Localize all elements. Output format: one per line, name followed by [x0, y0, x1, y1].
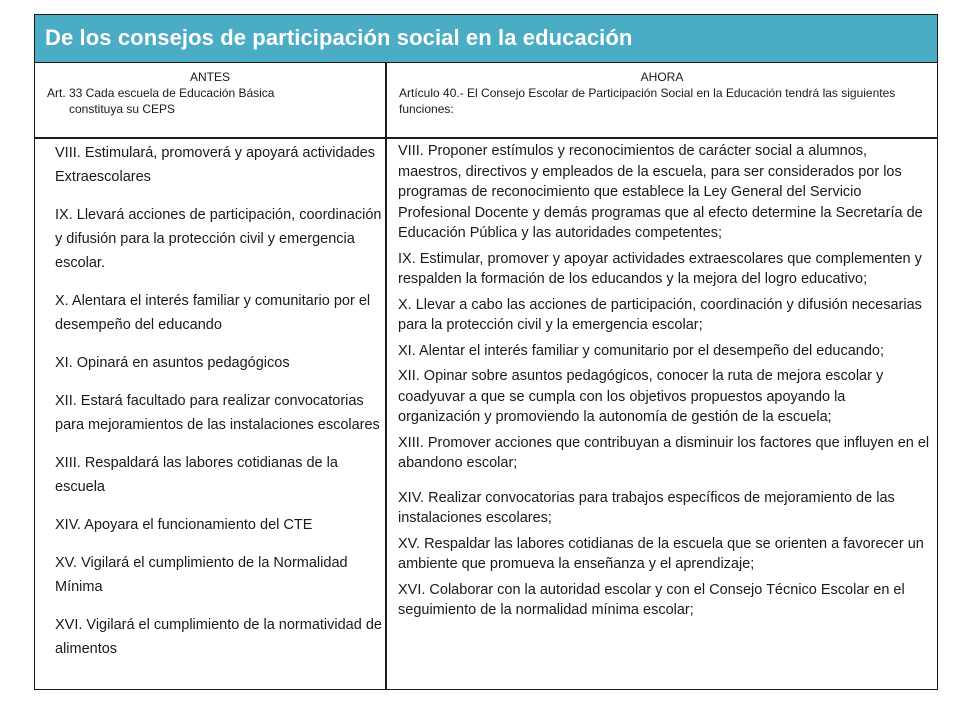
antes-item-xiii: XIII. Respaldará las labores cotidianas de la escuela [55, 455, 338, 495]
antes-article-line-1: Art. 33 Cada escuela de Educación Básica [47, 86, 275, 100]
antes-item-viii: VIII. Estimulará, promoverá y apoyará actividades Extraescolares [55, 145, 375, 185]
antes-item-xiv: XIV. Apoyara el funcionamiento del CTE [55, 517, 313, 533]
ahora-column-label: AHORA [640, 70, 684, 84]
antes-item-xv: XV. Vigilará el cumplimiento de la Normalidad Mínima [55, 555, 348, 595]
title-bar [35, 15, 937, 63]
antes-item-ix: IX. Llevará acciones de participación, coordinación y difusión para la protección civil y emergencia escolar. [55, 207, 382, 271]
ahora-item-xiii: XIII. Promover acciones que contribuyan a disminuir los factores que influyen en el abandono escolar; [398, 434, 930, 471]
ahora-item-ix: IX. Estimular, promover y apoyar actividades extraescolares que complementen y respalden la formación de los educandos y la mejora del logro educativo; [398, 250, 922, 287]
header-divider [35, 137, 937, 139]
ahora-items-list [398, 141, 930, 626]
ahora-item-xi: XI. Alentar el interés familiar y comunitario por el desempeño del educando; [398, 342, 885, 359]
ahora-item-x: X. Llevar a cabo las acciones de participación, coordinación y difusión necesarias para la protección civil y la emergencia escolar; [398, 296, 922, 333]
antes-item-xi: XI. Opinará en asuntos pedagógicos [55, 355, 290, 371]
antes-item-xvi: XVI. Vigilará el cumplimiento de la normatividad de alimentos [55, 617, 382, 657]
antes-item-x: X. Alentara el interés familiar y comunitario por el desempeño del educando [55, 293, 371, 333]
ahora-item-xv: XV. Respaldar las labores cotidianas de la escuela que se orienten a favorecer un ambiente que promueva la enseñanza y el aprendizaje; [398, 535, 924, 572]
ahora-item-viii: VIII. Proponer estímulos y reconocimientos de carácter social a alumnos, maestros, directivos y empleados de la escuela, para ser considerados por los programas de reconocimiento que establece la Ley General del Servicio Profesional Docente y demás programas que al efecto determine la Secretaría de Educación Pública y las autoridades competentes; [398, 143, 923, 241]
antes-column-label: ANTES [189, 70, 230, 84]
antes-item-xii: XII. Estará facultado para realizar convocatorias para mejoramientos de las instalaciones escolares [55, 393, 380, 433]
antes-items-list [55, 141, 383, 675]
ahora-item-xii: XII. Opinar sobre asuntos pedagógicos, conocer la ruta de mejora escolar y coadyuvar a que se cumpla con los objetivos propuestos apoyando la organización y promoviendo la autonomía de gestión de la escuela; [398, 368, 884, 425]
ahora-item-xvi: XVI. Colaborar con la autoridad escolar y con el Consejo Técnico Escolar en el seguimiento de la normalidad mínima escolar; [398, 581, 905, 618]
ahora-item-xiv: XIV. Realizar convocatorias para trabajos específicos de mejoramiento de las instalaciones escolares; [398, 489, 895, 526]
comparison-table [34, 14, 938, 690]
column-divider [385, 63, 387, 689]
antes-article-line-2: constituya su CEPS [69, 102, 176, 116]
ahora-article-text: Artículo 40.- El Consejo Escolar de Participación Social en la Educación tendrá las siguientes funciones: [399, 86, 896, 116]
slide-title: De los consejos de participación social en la educación [45, 25, 633, 50]
